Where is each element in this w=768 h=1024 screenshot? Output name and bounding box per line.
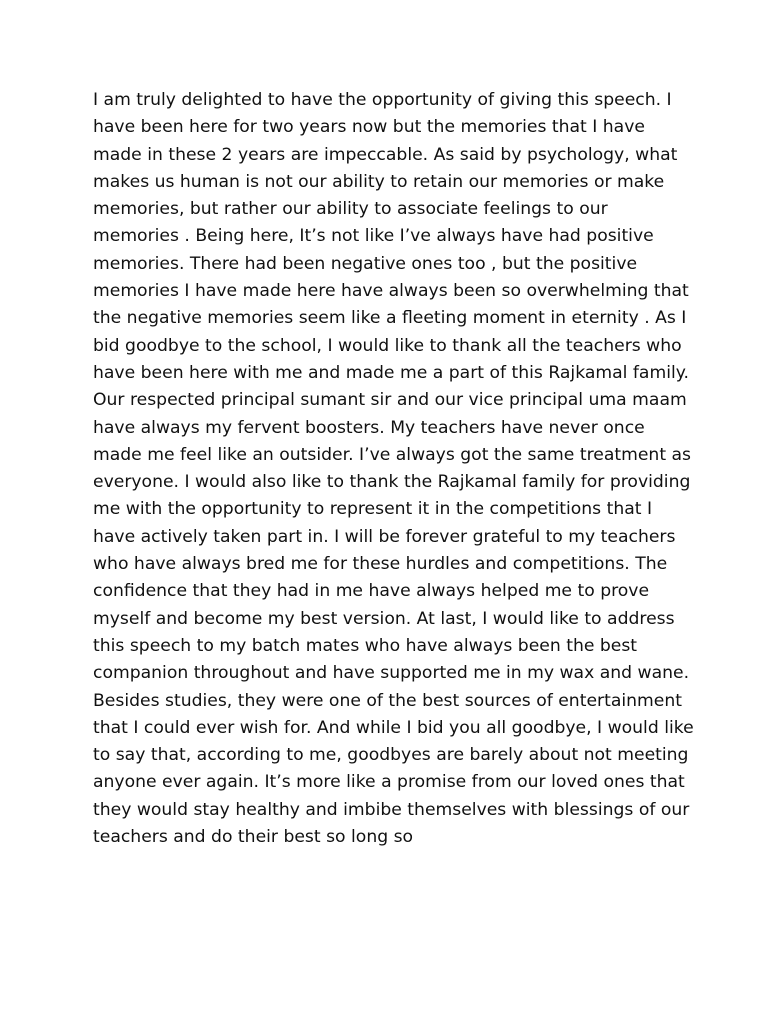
text-line: memories, but rather our ability to associate feelings to our	[93, 199, 608, 220]
text-line: the negative memories seem like a fleeting moment in eternity . As I	[93, 308, 687, 329]
text-line: me with the opportunity to represent it in the competitions that I	[93, 499, 653, 520]
text-line: Our respected principal sumant sir and our vice principal uma maam	[93, 390, 687, 411]
text-line: have actively taken part in. I will be forever grateful to my teachers	[93, 526, 676, 547]
speech-paragraph	[93, 87, 693, 851]
text-line: makes us human is not our ability to retain our memories or make	[93, 171, 665, 192]
text-line: have been here for two years now but the memories that I have	[93, 117, 645, 138]
text-line: have been here with me and made me a part of this Rajkamal family.	[93, 362, 689, 383]
text-line: they would stay healthy and imbibe themselves with blessings of our	[93, 799, 690, 820]
text-line: made in these 2 years are impeccable. As said by psychology, what	[93, 144, 678, 165]
text-line: companion throughout and have supported me in my wax and wane.	[93, 663, 690, 684]
text-line: who have always bred me for these hurdles and competitions. The	[93, 554, 668, 575]
text-line: myself and become my best version. At last, I would like to address	[93, 608, 675, 629]
text-line: confidence that they had in me have always helped me to prove	[93, 581, 650, 602]
text-line: to say that, according to me, goodbyes are barely about not meeting	[93, 745, 689, 766]
text-line: bid goodbye to the school, I would like to thank all the teachers who	[93, 335, 682, 356]
text-line: anyone ever again. It’s more like a promise from our loved ones that	[93, 772, 685, 793]
text-line: memories . Being here, It’s not like I’ve always have had positive	[93, 226, 654, 247]
text-line: Besides studies, they were one of the best sources of entertainment	[93, 690, 682, 711]
text-line: this speech to my batch mates who have always been the best	[93, 635, 638, 656]
text-line: everyone. I would also like to thank the Rajkamal family for providing	[93, 472, 691, 493]
text-line: teachers and do their best so long so	[93, 827, 414, 848]
text-line: I am truly delighted to have the opportunity of giving this speech. I	[93, 90, 672, 110]
text-line: memories. There had been negative ones too , but the positive	[93, 253, 638, 274]
text-line: memories I have made here have always been so overwhelming that	[93, 281, 689, 302]
text-line: made me feel like an outsider. I’ve always got the same treatment as	[93, 444, 692, 465]
text-line: have always my fervent boosters. My teachers have never once	[93, 417, 645, 438]
text-line: that I could ever wish for. And while I bid you all goodbye, I would like	[93, 717, 694, 738]
